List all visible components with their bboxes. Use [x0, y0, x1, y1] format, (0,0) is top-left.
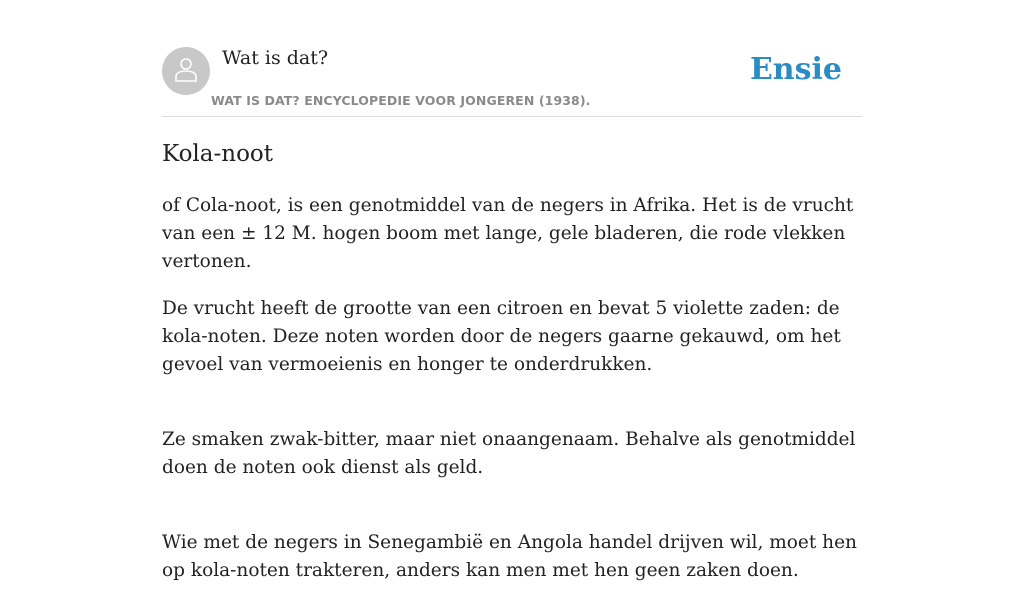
source-avatar[interactable] [162, 47, 210, 95]
source-subtitle[interactable]: WAT IS DAT? ENCYCLOPEDIE VOOR JONGEREN (1938). [211, 93, 591, 108]
entry-paragraph: of Cola-noot, is een genotmiddel van de negers in Afrika. Het is de vrucht van een ± 12 M. hogen boom met lange, gele bladeren, die rode vlekken vertonen. [162, 195, 854, 272]
entry-title: Kola-noot [162, 141, 274, 167]
user-icon [171, 54, 201, 88]
entry-body [162, 192, 862, 604]
source-title[interactable]: Wat is dat? [222, 47, 329, 69]
entry-paragraph: Ze smaken zwak-bitter, maar niet onaangenaam. Behalve als genotmiddel doen de noten ook dienst als geld. [162, 429, 856, 478]
ensie-logo[interactable]: Ensie [749, 52, 842, 87]
entry-paragraph: Wie met de negers in Senegambië en Angola handel drijven wil, moet hen op kola-noten trakteren, anders kan men met hen geen zaken doen. [162, 532, 857, 581]
entry-paragraph: De vrucht heeft de grootte van een citroen en bevat 5 violette zaden: de kola-noten. Deze noten worden door de negers gaarne gekauwd, om het gevoel van vermoeienis en honger te onderdrukken. [162, 298, 841, 375]
source-header [162, 46, 862, 117]
